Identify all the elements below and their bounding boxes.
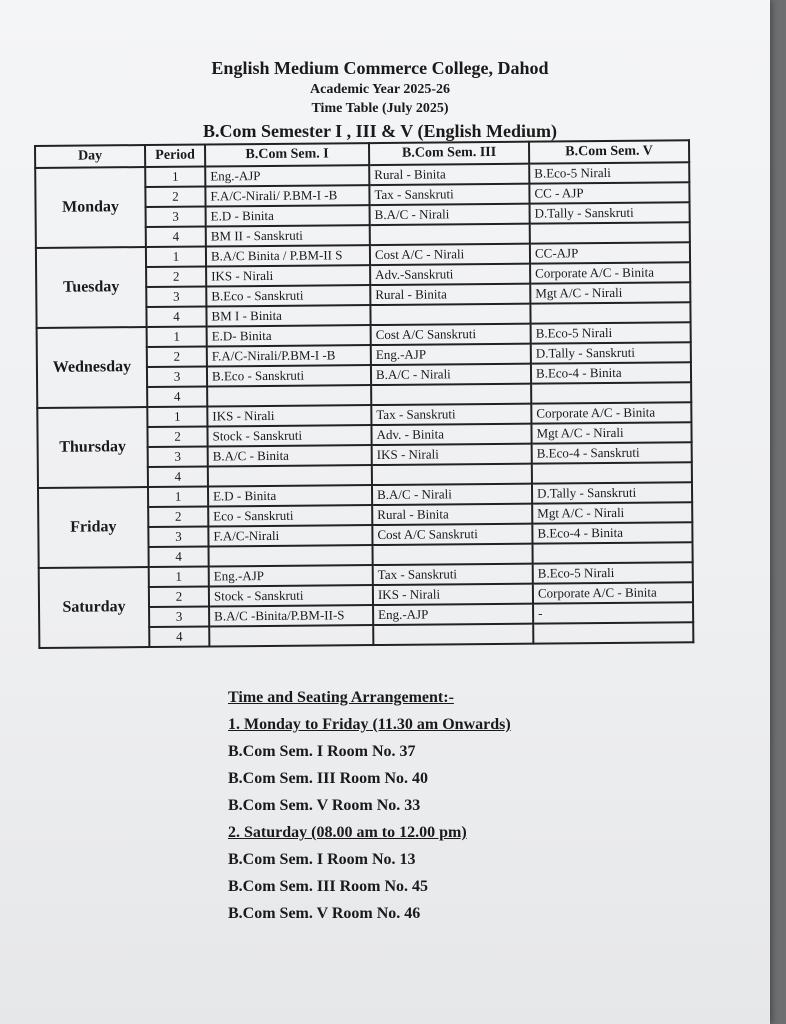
sem5-cell: CC - AJP <box>529 182 689 203</box>
sem1-cell: F.A/C-Nirali <box>208 525 372 546</box>
program-title: B.Com Semester I , III & V (English Medium) <box>202 121 557 141</box>
sem5-cell: B.Eco-5 Nirali <box>529 162 689 183</box>
sem5-cell: D.Tally - Sanskruti <box>531 342 691 363</box>
period-cell: 2 <box>145 187 205 208</box>
day-cell: Friday <box>38 487 149 568</box>
sem5-cell: B.Eco-4 - Binita <box>532 522 692 543</box>
sem3-cell: IKS - Nirali <box>372 444 532 465</box>
sem3-cell <box>373 624 533 645</box>
period-cell: 1 <box>146 247 206 268</box>
sem5-cell <box>531 382 691 403</box>
sem1-cell <box>208 465 372 486</box>
sem1-cell: B.A/C - Binita <box>208 445 372 466</box>
saturday-room-sem1: B.Com Sem. I Room No. 13 <box>228 851 416 868</box>
sem3-cell <box>371 384 531 405</box>
sem3-cell: Adv.-Sanskruti <box>370 264 530 285</box>
sem1-cell: BM II - Sanskruti <box>206 225 370 246</box>
period-cell: 2 <box>149 586 209 607</box>
sem1-cell: F.A/C-Nirali/P.BM-I -B <box>207 345 371 366</box>
sem1-cell: IKS - Nirali <box>207 405 371 426</box>
day-cell: Monday <box>35 167 146 248</box>
period-cell: 2 <box>147 426 207 447</box>
period-cell: 1 <box>145 167 205 188</box>
sem3-cell: Cost A/C Sanskruti <box>372 524 532 545</box>
period-cell: 1 <box>148 486 208 507</box>
timetable-table <box>34 139 694 649</box>
period-cell: 3 <box>146 287 206 308</box>
period-cell: 2 <box>147 347 207 368</box>
saturday-room-sem3: B.Com Sem. III Room No. 45 <box>228 878 428 895</box>
timetable-body <box>35 162 693 648</box>
sem5-cell: D.Tally - Sanskruti <box>532 482 692 503</box>
day-cell: Thursday <box>37 407 148 488</box>
period-cell: 2 <box>146 267 206 288</box>
sem5-cell: Mgt A/C - Nirali <box>532 502 692 523</box>
college-name: English Medium Commerce College, Dahod <box>211 58 549 78</box>
period-cell: 3 <box>148 526 208 547</box>
period-cell: 3 <box>146 207 206 228</box>
sem3-cell: Tax - Sanskruti <box>369 184 529 205</box>
period-cell: 3 <box>147 366 207 387</box>
sem3-cell: Cost A/C Sanskruti <box>371 324 531 345</box>
sem5-cell: Corporate A/C - Binita <box>531 402 691 423</box>
period-cell: 4 <box>146 307 206 328</box>
period-cell: 3 <box>149 606 209 627</box>
day-cell: Tuesday <box>36 247 147 328</box>
sem1-cell <box>209 625 373 646</box>
period-cell: 1 <box>147 327 207 348</box>
column-header-sem5: B.Com Sem. V <box>529 140 689 163</box>
period-cell: 4 <box>146 227 206 248</box>
sem3-cell: Rural - Binita <box>372 504 532 525</box>
sem3-cell: Adv. - Binita <box>371 424 531 445</box>
sem5-cell: Corporate A/C - Binita <box>530 262 690 283</box>
sem1-cell: BM I - Binita <box>206 305 370 326</box>
sem3-cell: Rural - Binita <box>370 284 530 305</box>
sem3-cell: Tax - Sanskruti <box>373 564 533 585</box>
sem3-cell: B.A/C - Nirali <box>372 484 532 505</box>
column-header-period: Period <box>145 145 205 168</box>
academic-year: Academic Year 2025-26 <box>310 82 450 97</box>
sem1-cell: Eco - Sanskruti <box>208 505 372 526</box>
sem5-cell: B.Eco-4 - Binita <box>531 362 691 383</box>
sem3-cell <box>370 224 530 245</box>
sem3-cell <box>370 304 530 325</box>
sem5-cell: B.Eco-4 - Sanskruti <box>532 442 692 463</box>
sem5-cell: - <box>533 602 693 623</box>
sem1-cell: Eng.-AJP <box>209 565 373 586</box>
period-cell: 4 <box>149 546 209 567</box>
weekday-timing: 1. Monday to Friday (11.30 am Onwards) <box>228 716 511 733</box>
column-header-sem1: B.Com Sem. I <box>205 143 369 166</box>
sem1-cell: Stock - Sanskruti <box>207 425 371 446</box>
sem1-cell <box>207 385 371 406</box>
sem3-cell: Tax - Sanskruti <box>371 404 531 425</box>
sem5-cell <box>533 622 693 643</box>
weekday-room-sem5: B.Com Sem. V Room No. 33 <box>228 797 421 814</box>
sem1-cell: E.D - Binita <box>206 205 370 226</box>
sem5-cell: D.Tally - Sanskruti <box>530 202 690 223</box>
sem5-cell: B.Eco-5 Nirali <box>531 322 691 343</box>
weekday-room-sem3: B.Com Sem. III Room No. 40 <box>228 770 428 787</box>
period-cell: 1 <box>147 406 207 427</box>
sem3-cell <box>373 544 533 565</box>
period-cell: 2 <box>148 506 208 527</box>
weekday-room-sem1: B.Com Sem. I Room No. 37 <box>228 743 416 760</box>
day-cell: Wednesday <box>37 327 148 408</box>
sem3-cell <box>372 464 532 485</box>
sem1-cell <box>209 545 373 566</box>
sem1-cell: B.Eco - Sanskruti <box>207 365 371 386</box>
sem1-cell: Eng.-AJP <box>205 165 369 186</box>
sem1-cell: IKS - Nirali <box>206 265 370 286</box>
sem3-cell: Cost A/C - Nirali <box>370 244 530 265</box>
column-header-sem3: B.Com Sem. III <box>369 142 529 165</box>
sem5-cell: Mgt A/C - Nirali <box>531 422 691 443</box>
sem5-cell <box>530 222 690 243</box>
column-header-day: Day <box>35 145 145 168</box>
sem1-cell: F.A/C-Nirali/ P.BM-I -B <box>205 185 369 206</box>
sem5-cell: CC-AJP <box>530 242 690 263</box>
sem5-cell <box>532 542 692 563</box>
day-cell: Saturday <box>39 567 150 648</box>
sem3-cell: Rural - Binita <box>369 164 529 185</box>
sem3-cell: Eng.-AJP <box>373 604 533 625</box>
sem1-cell: Stock - Sanskruti <box>209 585 373 606</box>
sem5-cell <box>532 462 692 483</box>
timetable-title: Time Table (July 2025) <box>311 101 449 116</box>
sem5-cell: Corporate A/C - Binita <box>533 582 693 603</box>
sem1-cell: B.Eco - Sanskruti <box>206 285 370 306</box>
seating-notes <box>228 684 511 927</box>
seating-heading: Time and Seating Arrangement:- <box>228 689 454 706</box>
saturday-timing: 2. Saturday (08.00 am to 12.00 pm) <box>228 824 467 841</box>
sem3-cell: Eng.-AJP <box>371 344 531 365</box>
period-cell: 4 <box>149 626 209 647</box>
sem1-cell: B.A/C -Binita/P.BM-II-S <box>209 605 373 626</box>
sem3-cell: IKS - Nirali <box>373 584 533 605</box>
sem5-cell: B.Eco-5 Nirali <box>533 562 693 583</box>
sem3-cell: B.A/C - Nirali <box>370 204 530 225</box>
sem1-cell: B.A/C Binita / P.BM-II S <box>206 245 370 266</box>
saturday-room-sem5: B.Com Sem. V Room No. 46 <box>228 905 421 922</box>
period-cell: 3 <box>148 446 208 467</box>
sem1-cell: E.D- Binita <box>207 325 371 346</box>
sem5-cell: Mgt A/C - Nirali <box>530 282 690 303</box>
sem5-cell <box>530 302 690 323</box>
period-cell: 4 <box>147 386 207 407</box>
sem3-cell: B.A/C - Nirali <box>371 364 531 385</box>
sem1-cell: E.D - Binita <box>208 485 372 506</box>
period-cell: 1 <box>149 566 209 587</box>
period-cell: 4 <box>148 466 208 487</box>
